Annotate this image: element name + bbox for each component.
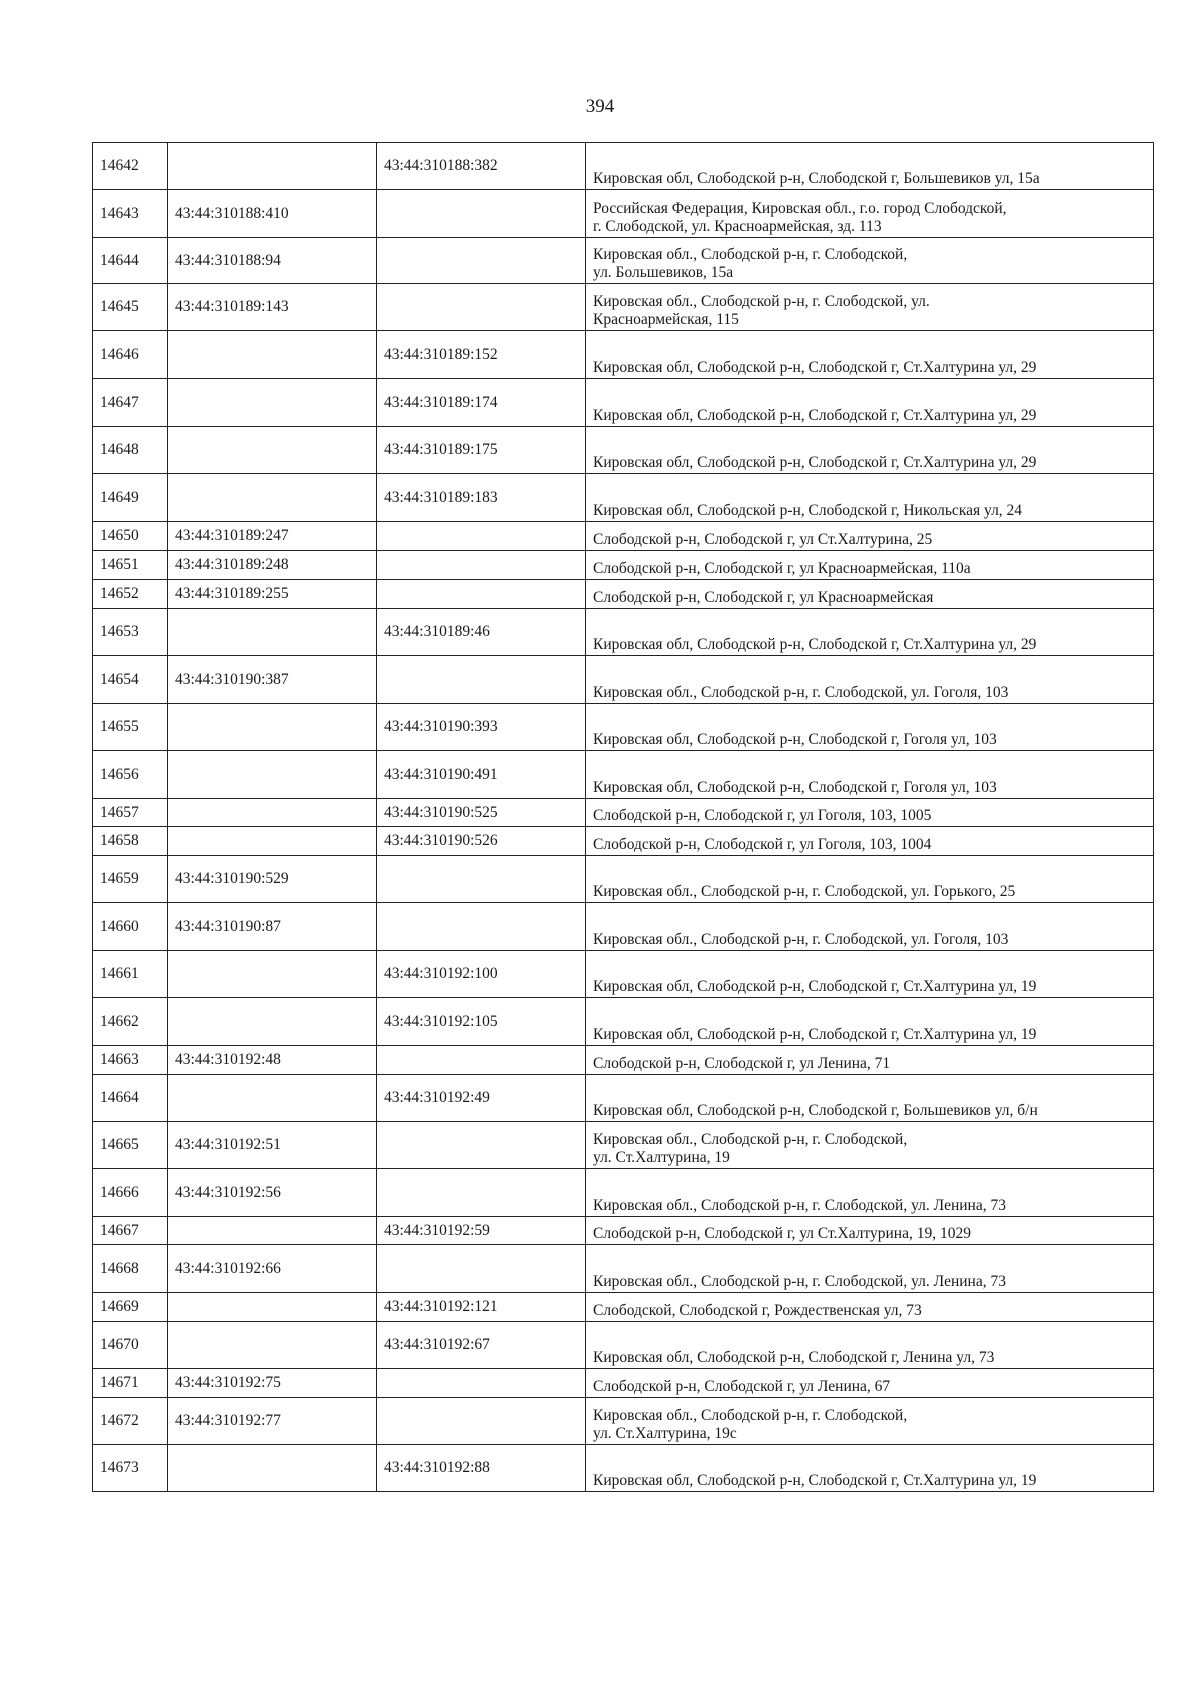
address-cell <box>586 551 1154 580</box>
cadastral-number-text: 43:44:310189:255 <box>175 585 289 603</box>
address-cell <box>586 1169 1154 1217</box>
row-number-text: 14645 <box>100 298 139 316</box>
address-cell <box>586 656 1154 704</box>
address-cell <box>586 751 1154 799</box>
cadastral-number-text: 43:44:310189:247 <box>175 527 289 545</box>
cadastral-number-cell <box>168 609 377 656</box>
address-text: Кировская обл., Слободской р-н, г. Слободской, ул. Ленина, 73 <box>593 1196 1006 1214</box>
cadastral-number-secondary-cell <box>377 1122 586 1169</box>
address-cell <box>586 951 1154 998</box>
address-cell <box>586 1245 1154 1293</box>
address-cell <box>586 704 1154 751</box>
row-number-cell <box>93 1445 168 1492</box>
table-row <box>93 1046 1154 1075</box>
address-cell <box>586 1293 1154 1322</box>
address-text: Кировская обл, Слободской р-н, Слободской г, Ст.Халтурина ул, 29 <box>593 635 1037 653</box>
cadastral-number-secondary-text: 43:44:310189:183 <box>384 488 498 506</box>
table-row <box>93 522 1154 551</box>
cadastral-number-cell <box>168 1046 377 1075</box>
address-text: Кировская обл, Слободской р-н, Слободской г, Ленина ул, 73 <box>593 1348 995 1366</box>
cadastral-number-text: 43:44:310192:77 <box>175 1412 281 1430</box>
table-row <box>93 1245 1154 1293</box>
cadastral-number-cell <box>168 951 377 998</box>
row-number-text: 14644 <box>100 251 139 269</box>
row-number-text: 14646 <box>100 345 139 363</box>
row-number-cell <box>93 1293 168 1322</box>
row-number-text: 14656 <box>100 765 139 783</box>
cadastral-number-text: 43:44:310192:66 <box>175 1259 281 1277</box>
cadastral-number-secondary-cell <box>377 903 586 951</box>
cadastral-number-secondary-cell <box>377 1217 586 1245</box>
table-row <box>93 951 1154 998</box>
row-number-text: 14647 <box>100 393 139 411</box>
address-text: Российская Федерация, Кировская обл., г.о. город Слободской, г. Слободской, ул. Красноармейская, зд. 113 <box>593 200 1007 235</box>
cadastral-number-secondary-cell <box>377 238 586 284</box>
cadastral-number-secondary-text: 43:44:310190:525 <box>384 803 498 821</box>
address-text: Кировская обл, Слободской р-н, Слободской г, Гоголя ул, 103 <box>593 730 997 748</box>
table-row <box>93 704 1154 751</box>
cadastral-number-text: 43:44:310190:87 <box>175 917 281 935</box>
row-number-cell <box>93 1169 168 1217</box>
address-text: Кировская обл, Слободской р-н, Слободской г, Ст.Халтурина ул, 29 <box>593 453 1037 471</box>
row-number-cell <box>93 1398 168 1445</box>
address-text: Слободской р-н, Слободской г, ул Ст.Халтурина, 25 <box>593 530 933 548</box>
cadastral-number-secondary-cell <box>377 284 586 331</box>
row-number-cell <box>93 1075 168 1122</box>
address-cell <box>586 580 1154 609</box>
row-number-cell <box>93 474 168 522</box>
address-cell <box>586 1398 1154 1445</box>
cadastral-number-cell <box>168 856 377 903</box>
address-text: Кировская обл., Слободской р-н, г. Слободской, ул. Гоголя, 103 <box>593 683 1009 701</box>
row-number-cell <box>93 951 168 998</box>
address-cell <box>586 1046 1154 1075</box>
cadastral-number-secondary-cell <box>377 1245 586 1293</box>
cadastral-number-secondary-cell <box>377 827 586 856</box>
table-row <box>93 1217 1154 1245</box>
table-row <box>93 1398 1154 1445</box>
row-number-cell <box>93 609 168 656</box>
cadastral-number-secondary-cell <box>377 1369 586 1398</box>
table-row <box>93 856 1154 903</box>
address-text: Слободской р-н, Слободской г, ул Гоголя, 103, 1004 <box>593 835 932 853</box>
cadastral-number-secondary-text: 43:44:310192:59 <box>384 1221 490 1239</box>
address-cell <box>586 284 1154 331</box>
row-number-cell <box>93 284 168 331</box>
cadastral-number-cell <box>168 1169 377 1217</box>
cadastral-number-secondary-text: 43:44:310192:105 <box>384 1012 498 1030</box>
row-number-text: 14654 <box>100 670 139 688</box>
cadastral-number-secondary-cell <box>377 580 586 609</box>
cadastral-number-cell <box>168 190 377 238</box>
row-number-cell <box>93 998 168 1046</box>
row-number-cell <box>93 551 168 580</box>
cadastral-number-cell <box>168 827 377 856</box>
row-number-cell <box>93 1046 168 1075</box>
cadastral-number-cell <box>168 1122 377 1169</box>
row-number-cell <box>93 427 168 474</box>
table-row <box>93 751 1154 799</box>
table-row <box>93 1445 1154 1492</box>
table-row <box>93 427 1154 474</box>
cadastral-number-cell <box>168 1217 377 1245</box>
cadastral-number-cell <box>168 1075 377 1122</box>
cadastral-number-cell <box>168 1398 377 1445</box>
table-row <box>93 551 1154 580</box>
cadastral-number-secondary-cell <box>377 951 586 998</box>
cadastral-number-secondary-text: 43:44:310192:121 <box>384 1298 498 1316</box>
cadastral-number-secondary-cell <box>377 1445 586 1492</box>
cadastral-number-text: 43:44:310192:51 <box>175 1136 281 1154</box>
cadastral-number-secondary-cell <box>377 427 586 474</box>
cadastral-number-secondary-cell <box>377 190 586 238</box>
row-number-text: 14670 <box>100 1336 139 1354</box>
address-text: Кировская обл, Слободской р-н, Слободской г, Большевиков ул, 15а <box>593 169 1040 187</box>
table-row <box>93 1169 1154 1217</box>
cadastral-number-text: 43:44:310192:75 <box>175 1374 281 1392</box>
cadastral-number-secondary-cell <box>377 799 586 827</box>
cadastral-number-cell <box>168 427 377 474</box>
table-row <box>93 1122 1154 1169</box>
row-number-cell <box>93 1245 168 1293</box>
row-number-text: 14665 <box>100 1136 139 1154</box>
row-number-cell <box>93 1217 168 1245</box>
cadastral-number-cell <box>168 751 377 799</box>
row-number-text: 14650 <box>100 527 139 545</box>
row-number-cell <box>93 190 168 238</box>
table-row <box>93 1075 1154 1122</box>
cadastral-number-secondary-cell <box>377 522 586 551</box>
address-text: Кировская обл., Слободской р-н, г. Слободской, ул. Ст.Халтурина, 19 <box>593 1131 908 1166</box>
cadastral-number-cell <box>168 704 377 751</box>
cadastral-number-cell <box>168 238 377 284</box>
row-number-cell <box>93 331 168 379</box>
cadastral-number-text: 43:44:310189:143 <box>175 298 289 316</box>
cadastral-number-cell <box>168 1322 377 1369</box>
row-number-cell <box>93 1122 168 1169</box>
cadastral-number-secondary-cell <box>377 704 586 751</box>
cadastral-number-cell <box>168 1369 377 1398</box>
row-number-text: 14666 <box>100 1183 139 1201</box>
cadastral-number-secondary-cell <box>377 551 586 580</box>
row-number-cell <box>93 656 168 704</box>
address-text: Кировская обл., Слободской р-н, г. Слободской, ул. Горького, 25 <box>593 882 1016 900</box>
row-number-text: 14667 <box>100 1221 139 1239</box>
cadastral-number-secondary-text: 43:44:310192:49 <box>384 1089 490 1107</box>
cadastral-number-cell <box>168 522 377 551</box>
row-number-cell <box>93 1369 168 1398</box>
table-row <box>93 143 1154 190</box>
address-text: Слободской р-н, Слободской г, ул Красноармейская <box>593 588 934 606</box>
address-text: Кировская обл., Слободской р-н, г. Слободской, ул. Красноармейская, 115 <box>593 293 930 328</box>
table-row <box>93 379 1154 427</box>
address-cell <box>586 427 1154 474</box>
cadastral-number-text: 43:44:310188:94 <box>175 251 281 269</box>
address-cell <box>586 609 1154 656</box>
address-text: Слободской р-н, Слободской г, ул Красноармейская, 110а <box>593 559 971 577</box>
cadastral-number-cell <box>168 1445 377 1492</box>
cadastral-number-cell <box>168 474 377 522</box>
row-number-text: 14648 <box>100 441 139 459</box>
row-number-text: 14669 <box>100 1298 139 1316</box>
row-number-text: 14673 <box>100 1459 139 1477</box>
row-number-text: 14655 <box>100 718 139 736</box>
address-text: Кировская обл, Слободской р-н, Слободской г, Гоголя ул, 103 <box>593 778 997 796</box>
cadastral-number-secondary-text: 43:44:310189:46 <box>384 623 490 641</box>
address-cell <box>586 379 1154 427</box>
cadastral-number-cell <box>168 580 377 609</box>
cadastral-number-secondary-text: 43:44:310192:100 <box>384 965 498 983</box>
address-text: Кировская обл, Слободской р-н, Слободской г, Никольская ул, 24 <box>593 501 1023 519</box>
row-number-cell <box>93 522 168 551</box>
address-text: Кировская обл, Слободской р-н, Слободской г, Ст.Халтурина ул, 29 <box>593 358 1037 376</box>
row-number-cell <box>93 1322 168 1369</box>
cadastral-number-cell <box>168 284 377 331</box>
row-number-cell <box>93 856 168 903</box>
cadastral-number-cell <box>168 1245 377 1293</box>
address-cell <box>586 1369 1154 1398</box>
cadastral-number-text: 43:44:310189:248 <box>175 556 289 574</box>
row-number-cell <box>93 238 168 284</box>
row-number-text: 14661 <box>100 965 139 983</box>
cadastral-number-cell <box>168 799 377 827</box>
address-text: Слободской, Слободской г, Рождественская ул, 73 <box>593 1301 922 1319</box>
row-number-cell <box>93 580 168 609</box>
row-number-cell <box>93 143 168 190</box>
table-row <box>93 656 1154 704</box>
table-row <box>93 331 1154 379</box>
cadastral-number-secondary-cell <box>377 379 586 427</box>
cadastral-number-secondary-cell <box>377 609 586 656</box>
cadastral-number-secondary-text: 43:44:310192:67 <box>384 1336 490 1354</box>
cadastral-number-cell <box>168 1293 377 1322</box>
row-number-text: 14660 <box>100 917 139 935</box>
address-cell <box>586 238 1154 284</box>
row-number-text: 14652 <box>100 585 139 603</box>
address-cell <box>586 799 1154 827</box>
row-number-text: 14643 <box>100 204 139 222</box>
cadastral-number-secondary-text: 43:44:310192:88 <box>384 1459 490 1477</box>
table-row <box>93 238 1154 284</box>
table-row <box>93 827 1154 856</box>
address-text: Слободской р-н, Слободской г, ул Гоголя, 103, 1005 <box>593 806 932 824</box>
cadastral-number-secondary-cell <box>377 1293 586 1322</box>
cadastral-number-text: 43:44:310192:48 <box>175 1051 281 1069</box>
address-text: Слободской р-н, Слободской г, ул Ленина, 71 <box>593 1054 891 1072</box>
row-number-text: 14657 <box>100 803 139 821</box>
table-row <box>93 284 1154 331</box>
address-cell <box>586 190 1154 238</box>
row-number-cell <box>93 827 168 856</box>
table-row <box>93 1322 1154 1369</box>
cadastral-number-secondary-text: 43:44:310189:152 <box>384 345 498 363</box>
address-cell <box>586 1217 1154 1245</box>
cadastral-number-cell <box>168 143 377 190</box>
table-row <box>93 1369 1154 1398</box>
cadastral-number-secondary-cell <box>377 1398 586 1445</box>
cadastral-number-secondary-text: 43:44:310190:526 <box>384 832 498 850</box>
cadastral-number-secondary-text: 43:44:310190:393 <box>384 718 498 736</box>
row-number-text: 14649 <box>100 488 139 506</box>
address-text: Кировская обл., Слободской р-н, г. Слободской, ул. Гоголя, 103 <box>593 930 1009 948</box>
row-number-cell <box>93 704 168 751</box>
table-row <box>93 609 1154 656</box>
table-row <box>93 190 1154 238</box>
cadastral-number-secondary-cell <box>377 1169 586 1217</box>
registry-rows <box>93 143 1154 1492</box>
address-cell <box>586 143 1154 190</box>
row-number-text: 14653 <box>100 623 139 641</box>
cadastral-number-cell <box>168 998 377 1046</box>
address-text: Кировская обл, Слободской р-н, Слободской г, Ст.Халтурина ул, 19 <box>593 1471 1037 1489</box>
address-text: Кировская обл, Слободской р-н, Слободской г, Ст.Халтурина ул, 19 <box>593 977 1037 995</box>
row-number-text: 14662 <box>100 1012 139 1030</box>
address-text: Слободской р-н, Слободской г, ул Ст.Халтурина, 19, 1029 <box>593 1224 971 1242</box>
address-text: Кировская обл., Слободской р-н, г. Слободской, ул. Ст.Халтурина, 19с <box>593 1407 908 1442</box>
row-number-text: 14668 <box>100 1259 139 1277</box>
address-cell <box>586 1322 1154 1369</box>
cadastral-number-secondary-cell <box>377 1075 586 1122</box>
cadastral-number-cell <box>168 903 377 951</box>
address-cell <box>586 998 1154 1046</box>
table-row <box>93 1293 1154 1322</box>
row-number-cell <box>93 751 168 799</box>
address-text: Кировская обл., Слободской р-н, г. Слободской, ул. Большевиков, 15а <box>593 246 908 281</box>
row-number-text: 14651 <box>100 556 139 574</box>
cadastral-number-secondary-cell <box>377 656 586 704</box>
row-number-cell <box>93 379 168 427</box>
row-number-cell <box>93 903 168 951</box>
address-cell <box>586 827 1154 856</box>
address-cell <box>586 1445 1154 1492</box>
cadastral-number-cell <box>168 551 377 580</box>
table-row <box>93 580 1154 609</box>
cadastral-number-secondary-cell <box>377 474 586 522</box>
address-cell <box>586 474 1154 522</box>
cadastral-number-secondary-cell <box>377 751 586 799</box>
row-number-text: 14664 <box>100 1089 139 1107</box>
address-text: Кировская обл., Слободской р-н, г. Слободской, ул. Ленина, 73 <box>593 1272 1006 1290</box>
table-row <box>93 998 1154 1046</box>
address-cell <box>586 856 1154 903</box>
address-text: Слободской р-н, Слободской г, ул Ленина, 67 <box>593 1377 891 1395</box>
address-cell <box>586 331 1154 379</box>
row-number-text: 14642 <box>100 157 139 175</box>
table-row <box>93 903 1154 951</box>
cadastral-number-secondary-text: 43:44:310189:175 <box>384 441 498 459</box>
cadastral-number-text: 43:44:310190:529 <box>175 870 289 888</box>
row-number-text: 14663 <box>100 1051 139 1069</box>
row-number-text: 14659 <box>100 870 139 888</box>
cadastral-number-cell <box>168 379 377 427</box>
cadastral-number-text: 43:44:310188:410 <box>175 204 289 222</box>
address-text: Кировская обл, Слободской р-н, Слободской г, Ст.Халтурина ул, 19 <box>593 1025 1037 1043</box>
page-number: 394 <box>585 96 615 117</box>
row-number-text: 14658 <box>100 832 139 850</box>
address-text: Кировская обл, Слободской р-н, Слободской г, Большевиков ул, б/н <box>593 1101 1038 1119</box>
cadastral-number-cell <box>168 656 377 704</box>
row-number-cell <box>93 799 168 827</box>
address-cell <box>586 522 1154 551</box>
cadastral-number-secondary-cell <box>377 998 586 1046</box>
registry-table <box>92 142 1154 1492</box>
cadastral-number-cell <box>168 331 377 379</box>
cadastral-number-text: 43:44:310192:56 <box>175 1183 281 1201</box>
table-row <box>93 799 1154 827</box>
cadastral-number-text: 43:44:310190:387 <box>175 670 289 688</box>
cadastral-number-secondary-cell <box>377 1046 586 1075</box>
cadastral-number-secondary-cell <box>377 1322 586 1369</box>
cadastral-number-secondary-cell <box>377 143 586 190</box>
address-cell <box>586 1122 1154 1169</box>
address-cell <box>586 1075 1154 1122</box>
cadastral-number-secondary-cell <box>377 331 586 379</box>
row-number-text: 14672 <box>100 1412 139 1430</box>
cadastral-number-secondary-text: 43:44:310188:382 <box>384 157 498 175</box>
address-cell <box>586 903 1154 951</box>
cadastral-number-secondary-text: 43:44:310190:491 <box>384 765 498 783</box>
address-text: Кировская обл, Слободской р-н, Слободской г, Ст.Халтурина ул, 29 <box>593 406 1037 424</box>
row-number-text: 14671 <box>100 1374 139 1392</box>
table-row <box>93 474 1154 522</box>
cadastral-number-secondary-text: 43:44:310189:174 <box>384 393 498 411</box>
cadastral-number-secondary-cell <box>377 856 586 903</box>
